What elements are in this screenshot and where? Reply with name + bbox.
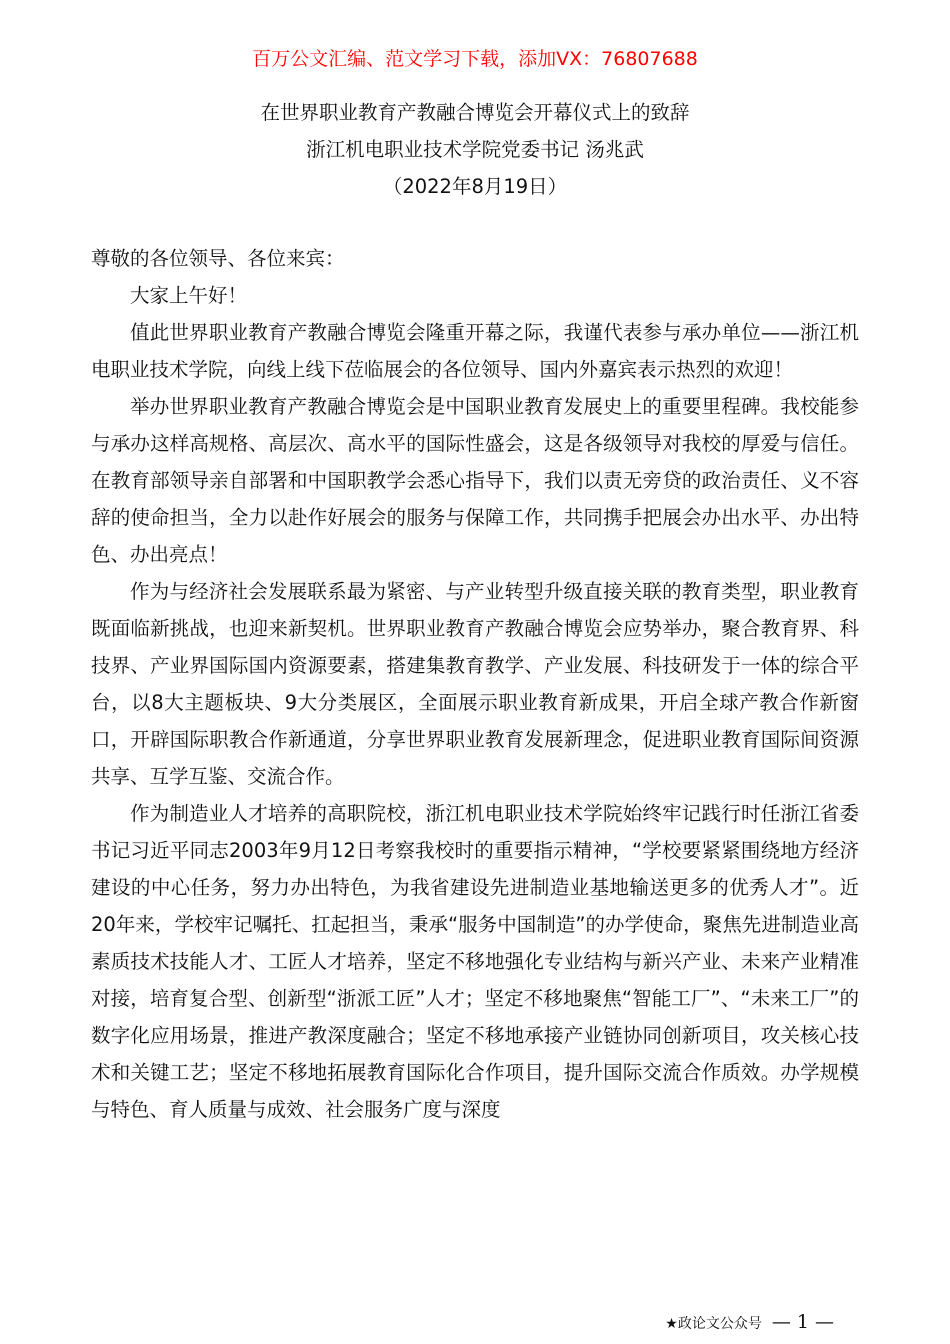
speaker-line: 浙江机电职业技术学院党委书记 汤兆武 <box>306 138 644 161</box>
speech-title: 在世界职业教育产教融合博览会开幕仪式上的致辞 <box>260 101 690 124</box>
paragraph-milestone: 举办世界职业教育产教融合博览会是中国职业教育发展史上的重要里程碑。我校能参与承办这样高规格、高层次、高水平的国际性盛会，这是各级领导对我校的厚爱与信任。在教育部领导亲自部署和中国职教学会悉心指导下，我们以责无旁贷的政治责任、义不容辞的使命担当，全力以赴作好展会的服务与保障工作，共同携手把展会办出水平、办出特色、办出亮点！ <box>91 395 859 566</box>
title-block <box>0 94 950 205</box>
page-number: — 1 — <box>771 1311 834 1333</box>
paragraph-welcome: 值此世界职业教育产教融合博览会隆重开幕之际，我谨代表参与承办单位——浙江机电职业技术学院，向线上线下莅临展会的各位领导、国内外嘉宾表示热烈的欢迎！ <box>91 321 859 381</box>
salutation: 尊敬的各位领导、各位来宾： <box>91 247 345 270</box>
paragraph-opportunity: 作为与经济社会发展联系最为紧密、与产业转型升级直接关联的教育类型，职业教育既面临新挑战，也迎来新契机。世界职业教育产教融合博览会应势举办，聚合教育界、科技界、产业界国际国内资源要素，搭建集教育教学、产业发展、科技研发于一体的综合平台，以8大主题板块、9大分类展区，全面展示职业教育新成果，开启全球产教合作新窗口，开辟国际职教合作新通道，分享世界职业教育发展新理念，促进职业教育国际间资源共享、互学互鉴、交流合作。 <box>91 580 859 788</box>
footer-source: ★政论文公众号 <box>665 1316 762 1332</box>
speech-date: （2022年8月19日） <box>382 175 568 198</box>
promo-banner: 百万公文汇编、范文学习下载，添加VX：76807688 <box>252 48 698 70</box>
speech-body <box>91 240 859 1128</box>
paragraph-greeting: 大家上午好！ <box>130 284 248 307</box>
paragraph-school-practice: 作为制造业人才培养的高职院校，浙江机电职业技术学院始终牢记践行时任浙江省委书记习近平同志2003年9月12日考察我校时的重要指示精神，“学校要紧紧围绕地方经济建设的中心任务，努力办出特色，为我省建设先进制造业基地输送更多的优秀人才”。近20年来，学校牢记嘱托、扛起担当，秉承“服务中国制造”的办学使命，聚焦先进制造业高素质技术技能人才、工匠人才培养，坚定不移地强化专业结构与新兴产业、未来产业精准对接，培育复合型、创新型“浙派工匠”人才；坚定不移地聚焦“智能工厂”、“未来工厂”的数字化应用场景，推进产教深度融合；坚定不移地承接产业链协同创新项目，攻关核心技术和关键工艺；坚定不移地拓展教育国际化合作项目，提升国际交流合作质效。办学规模与特色、育人质量与成效、社会服务广度与深度 <box>91 802 859 1121</box>
page-footer <box>0 1308 834 1338</box>
